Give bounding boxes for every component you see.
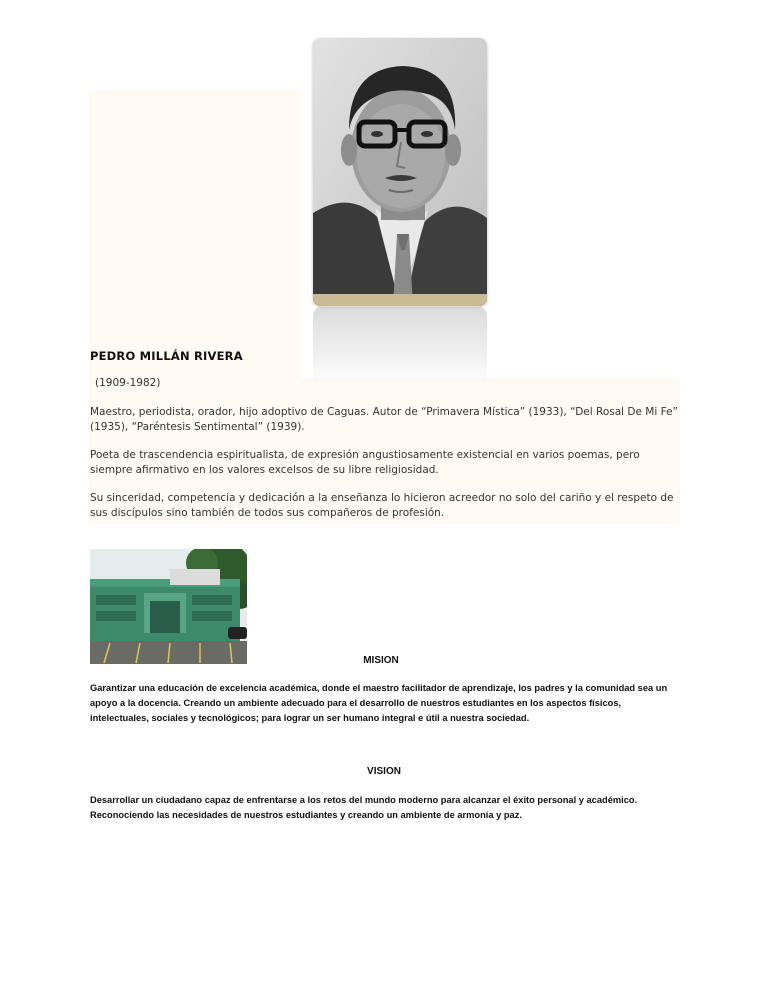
portrait-reflection [313,307,487,387]
person-years: (1909-1982) [95,377,161,389]
portrait-photo [313,38,487,306]
vision-heading: VISION [367,766,401,777]
bio-paragraph: Maestro, periodista, orador, hijo adoptivo de Caguas. Autor de “Primavera Mística” (1933), “Del Rosal De Mi Fe” (1935), “Paréntesis Sentimental” (1939). [90,406,678,433]
vision-text: Desarrollar un ciudadano capaz de enfrentarse a los retos del mundo moderno para alcanzar el éxito personal y académico. Reconociendo las necesidades de nuestros estudiantes y creando un ambiente de armonía y paz. [90,795,638,820]
bio-paragraph: Su sinceridad, competencia y dedicación a la enseñanza lo hicieron acreedor no solo del cariño y el respeto de sus discípulos sino también de todos sus compañeros de profesión. [90,492,674,519]
mision-text: Garantizar una educación de excelencia académica, donde el maestro facilitador de aprendizaje, los padres y la comunidad sea un apoyo a la docencia. Creando un ambiente adecuado para el desarrollo de nuestros estudiantes en los aspectos físicos, intelectuales, sociales y tecnológicos; para lograr un ser humano integral e útil a nuestra sociedad. [90,683,668,723]
school-building-photo [90,549,247,664]
mision-heading: MISION [363,655,399,666]
bio-paragraph: Poeta de trascendencia espiritualista, de expresión angustiosamente existencial en varios poemas, pero siempre afirmativo en los valores excelsos de su libre religiosidad. [90,449,640,476]
bio-background-panel-top [89,90,302,380]
person-name: PEDRO MILLÁN RIVERA [90,349,243,363]
